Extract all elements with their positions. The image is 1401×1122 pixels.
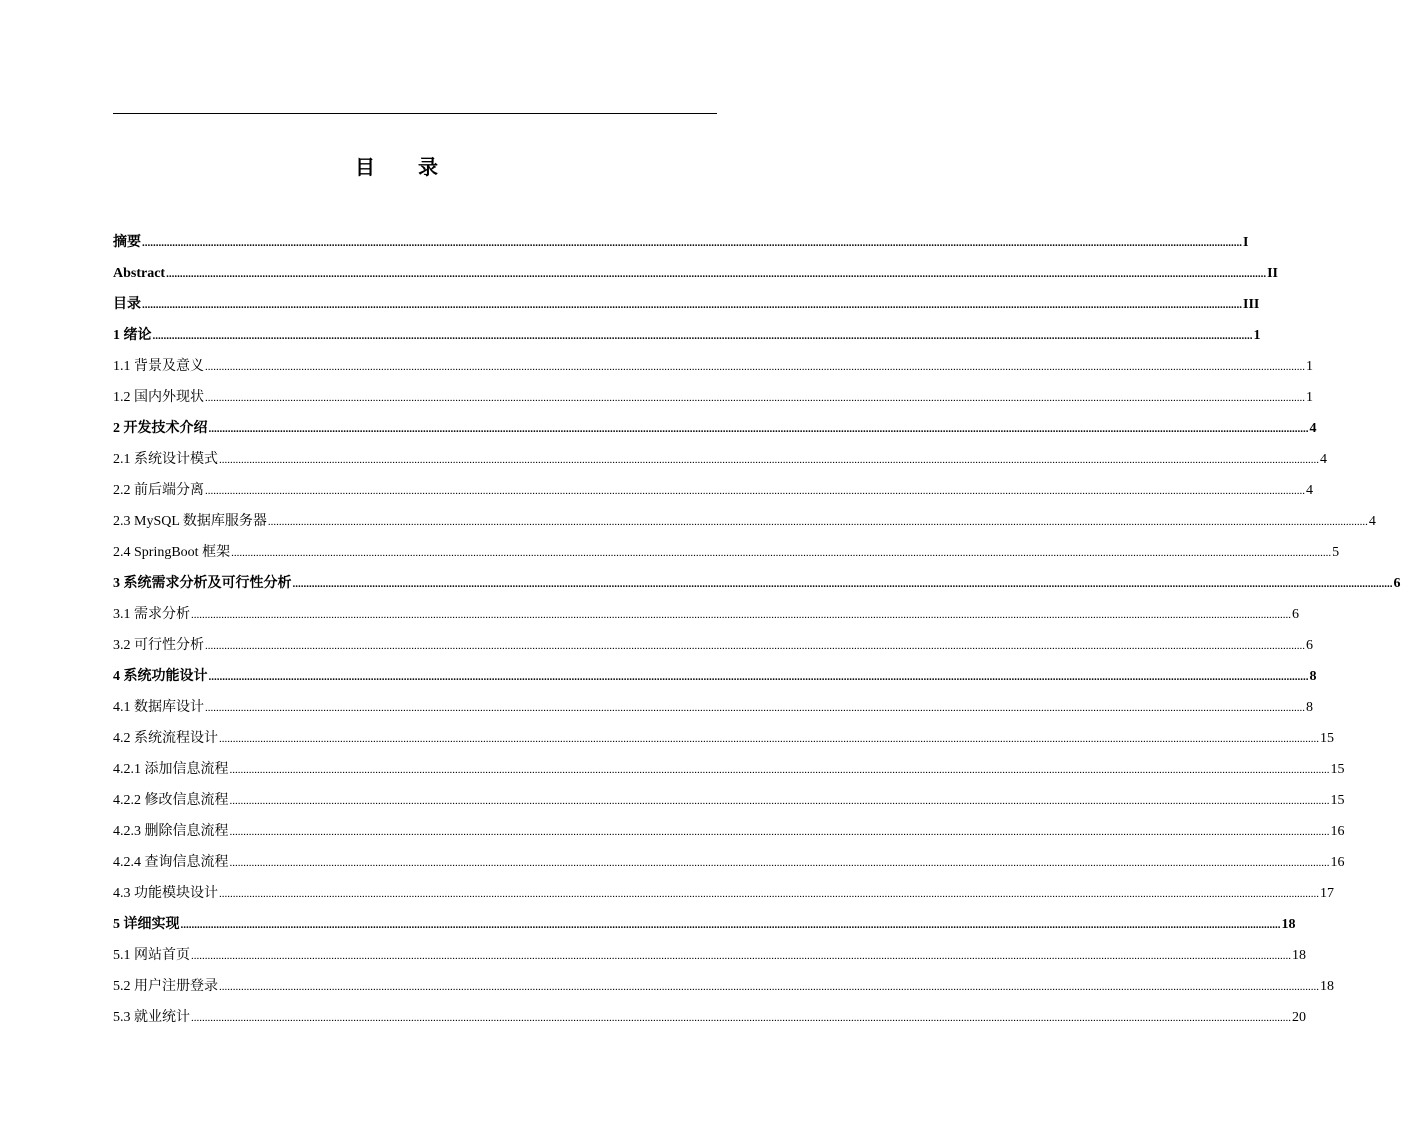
toc-entry[interactable] [113, 728, 1334, 759]
toc-entry[interactable] [113, 945, 1306, 976]
toc-entry[interactable] [113, 883, 1334, 914]
toc-entry[interactable] [113, 914, 1296, 945]
toc-dot-leader: ................................................................................................................................................................................................................................................................................................................................................................................................................ [231, 547, 1332, 559]
toc-entry-label: 4.3 功能模块设计 [113, 886, 218, 901]
toc-entry-page: 18 [1320, 979, 1334, 994]
toc-entry-label: Abstract [113, 266, 166, 281]
toc-list [113, 232, 1401, 1038]
toc-dot-leader: ................................................................................................................................................................................................................................................................................................................................................................................................................ [208, 671, 1309, 683]
toc-entry-label: 4.2.2 修改信息流程 [113, 793, 229, 808]
toc-entry-page: 8 [1306, 700, 1313, 715]
toc-entry-page: 18 [1281, 917, 1296, 932]
toc-entry[interactable] [113, 232, 1249, 263]
toc-dot-leader: ................................................................................................................................................................................................................................................................................................................................................................................................................ [142, 299, 1242, 311]
toc-entry-label: 3 系统需求分析及可行性分析 [113, 576, 292, 591]
toc-entry-label: 5 详细实现 [113, 917, 180, 932]
toc-entry[interactable] [113, 573, 1401, 604]
toc-entry-page: 1 [1306, 359, 1313, 374]
toc-entry-label: 4.2.4 查询信息流程 [113, 855, 229, 870]
toc-entry[interactable] [113, 542, 1340, 573]
toc-dot-leader: ................................................................................................................................................................................................................................................................................................................................................................................................................ [229, 795, 1330, 807]
toc-entry-page: 6 [1393, 576, 1401, 591]
toc-entry[interactable] [113, 1007, 1306, 1038]
toc-entry-label: 2.1 系统设计模式 [113, 452, 218, 467]
toc-entry[interactable] [113, 821, 1345, 852]
toc-entry-page: 15 [1330, 762, 1345, 777]
toc-dot-leader: ................................................................................................................................................................................................................................................................................................................................................................................................................ [191, 950, 1291, 962]
toc-entry[interactable] [113, 387, 1313, 418]
toc-entry[interactable] [113, 511, 1376, 542]
toc-entry-label: 4 系统功能设计 [113, 669, 208, 684]
toc-dot-leader: ................................................................................................................................................................................................................................................................................................................................................................................................................ [152, 330, 1253, 342]
toc-entry[interactable] [113, 666, 1317, 697]
toc-entry[interactable] [113, 697, 1313, 728]
header-rule [113, 113, 717, 114]
toc-dot-leader: ................................................................................................................................................................................................................................................................................................................................................................................................................ [267, 516, 1368, 528]
toc-entry-label: 摘要 [113, 235, 141, 250]
toc-entry-page: 15 [1320, 731, 1334, 746]
toc-entry[interactable] [113, 976, 1334, 1007]
toc-entry-page: 1 [1306, 390, 1313, 405]
toc-dot-leader: ................................................................................................................................................................................................................................................................................................................................................................................................................ [205, 702, 1305, 714]
toc-entry-label: 4.2.1 添加信息流程 [113, 762, 229, 777]
toc-entry-page: III [1243, 297, 1260, 312]
toc-entry[interactable] [113, 480, 1313, 511]
toc-entry-page: 20 [1292, 1010, 1306, 1025]
toc-entry-page: 16 [1330, 855, 1345, 870]
toc-entry-label: 1.2 国内外现状 [113, 390, 204, 405]
toc-dot-leader: ................................................................................................................................................................................................................................................................................................................................................................................................................ [292, 578, 1393, 590]
toc-entry-label: 3.2 可行性分析 [113, 638, 204, 653]
toc-entry-label: 2.2 前后端分离 [113, 483, 204, 498]
toc-entry-label: 4.1 数据库设计 [113, 700, 204, 715]
toc-dot-leader: ................................................................................................................................................................................................................................................................................................................................................................................................................ [219, 454, 1319, 466]
toc-dot-leader: ................................................................................................................................................................................................................................................................................................................................................................................................................ [180, 919, 1281, 931]
toc-entry[interactable] [113, 449, 1327, 480]
toc-entry-page: 4 [1306, 483, 1313, 498]
toc-entry-label: 目录 [113, 297, 141, 312]
toc-dot-leader: ................................................................................................................................................................................................................................................................................................................................................................................................................ [229, 857, 1330, 869]
toc-entry-label: 2.3 MySQL 数据库服务器 [113, 514, 267, 529]
toc-entry-label: 5.2 用户注册登录 [113, 979, 218, 994]
toc-entry-page: 15 [1330, 793, 1345, 808]
toc-entry[interactable] [113, 790, 1345, 821]
toc-entry-page: 6 [1306, 638, 1313, 653]
toc-entry[interactable] [113, 852, 1345, 883]
toc-entry-label: 1 绪论 [113, 328, 152, 343]
toc-entry[interactable] [113, 356, 1313, 387]
toc-entry[interactable] [113, 325, 1261, 356]
toc-entry[interactable] [113, 604, 1299, 635]
toc-dot-leader: ................................................................................................................................................................................................................................................................................................................................................................................................................ [205, 640, 1305, 652]
toc-entry[interactable] [113, 759, 1345, 790]
toc-entry-label: 2 开发技术介绍 [113, 421, 208, 436]
toc-dot-leader: ................................................................................................................................................................................................................................................................................................................................................................................................................ [219, 733, 1319, 745]
toc-entry[interactable] [113, 418, 1317, 449]
toc-entry-label: 3.1 需求分析 [113, 607, 190, 622]
toc-entry-page: 6 [1292, 607, 1299, 622]
toc-dot-leader: ................................................................................................................................................................................................................................................................................................................................................................................................................ [205, 392, 1305, 404]
toc-entry[interactable] [113, 263, 1279, 294]
toc-entry-page: 16 [1330, 824, 1345, 839]
toc-dot-leader: ................................................................................................................................................................................................................................................................................................................................................................................................................ [166, 268, 1267, 280]
toc-entry-page: 5 [1332, 545, 1340, 560]
toc-entry[interactable] [113, 635, 1313, 666]
toc-dot-leader: ................................................................................................................................................................................................................................................................................................................................................................................................................ [205, 485, 1305, 497]
toc-dot-leader: ................................................................................................................................................................................................................................................................................................................................................................................................................ [191, 1012, 1291, 1024]
toc-dot-leader: ................................................................................................................................................................................................................................................................................................................................................................................................................ [229, 764, 1330, 776]
toc-entry-label: 1.1 背景及意义 [113, 359, 204, 374]
toc-entry-page: II [1267, 266, 1279, 281]
toc-entry-label: 2.4 SpringBoot 框架 [113, 545, 231, 560]
toc-entry-page: 17 [1320, 886, 1334, 901]
toc-dot-leader: ................................................................................................................................................................................................................................................................................................................................................................................................................ [205, 361, 1305, 373]
toc-entry-label: 4.2 系统流程设计 [113, 731, 218, 746]
toc-entry-page: 4 [1368, 514, 1376, 529]
toc-entry-page: 4 [1320, 452, 1327, 467]
toc-dot-leader: ................................................................................................................................................................................................................................................................................................................................................................................................................ [219, 888, 1319, 900]
toc-entry-page: 4 [1309, 421, 1317, 436]
toc-dot-leader: ................................................................................................................................................................................................................................................................................................................................................................................................................ [219, 981, 1319, 993]
toc-dot-leader: ................................................................................................................................................................................................................................................................................................................................................................................................................ [142, 237, 1242, 249]
toc-dot-leader: ................................................................................................................................................................................................................................................................................................................................................................................................................ [229, 826, 1330, 838]
toc-entry[interactable] [113, 294, 1260, 325]
toc-dot-leader: ................................................................................................................................................................................................................................................................................................................................................................................................................ [208, 423, 1309, 435]
toc-entry-page: 8 [1309, 669, 1317, 684]
toc-entry-page: 18 [1292, 948, 1306, 963]
toc-entry-page: 1 [1253, 328, 1261, 343]
toc-entry-page: I [1243, 235, 1249, 250]
toc-dot-leader: ................................................................................................................................................................................................................................................................................................................................................................................................................ [191, 609, 1291, 621]
toc-entry-label: 5.3 就业统计 [113, 1010, 190, 1025]
toc-entry-label: 4.2.3 删除信息流程 [113, 824, 229, 839]
toc-entry-label: 5.1 网站首页 [113, 948, 190, 963]
page-title: 目 录 [355, 155, 456, 179]
